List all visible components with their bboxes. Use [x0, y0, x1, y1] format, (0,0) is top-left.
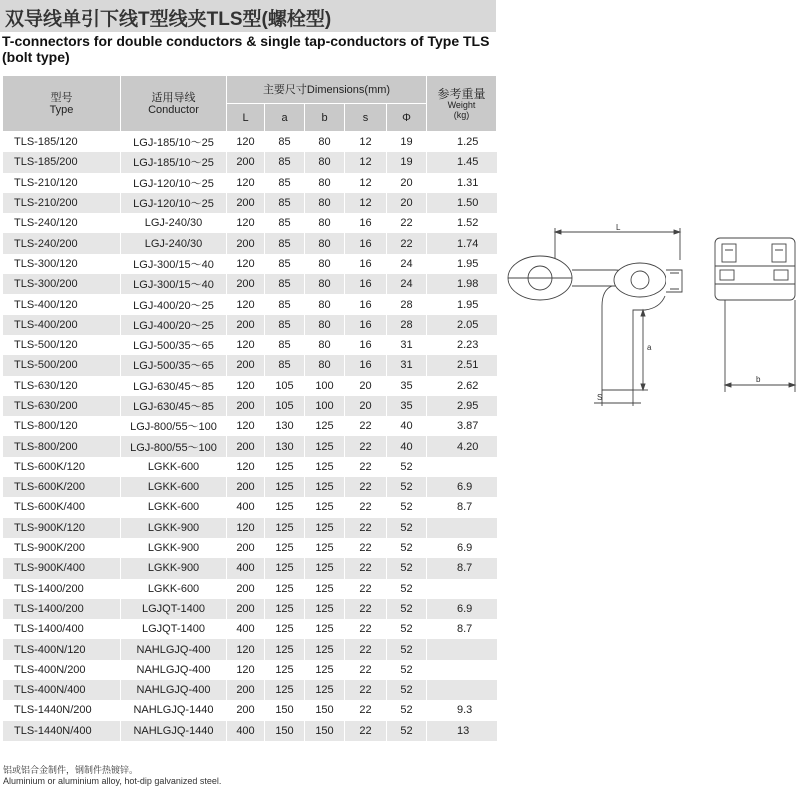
- header-weight-cn: 参考重量: [437, 86, 486, 101]
- row-type: TLS-400/200: [3, 315, 121, 335]
- row-s: 12: [345, 193, 387, 213]
- row-L: 120: [227, 213, 265, 233]
- row-type: TLS-185/200: [3, 152, 121, 172]
- row-type: TLS-900K/120: [3, 518, 121, 538]
- row-conductor: LGJ-240/30: [121, 213, 227, 233]
- row-type: TLS-600K/200: [3, 477, 121, 497]
- header-conductor-cn: 适用导线: [151, 91, 196, 104]
- header-weight-unit: (kg): [453, 109, 470, 120]
- row-b: 125: [305, 558, 345, 578]
- row-s: 22: [345, 680, 387, 700]
- row-a: 85: [265, 193, 305, 213]
- row-L: 200: [227, 355, 265, 375]
- row-s: 22: [345, 436, 387, 456]
- row-conductor: LGKK-600: [121, 497, 227, 517]
- row-a: 85: [265, 315, 305, 335]
- table-row: [3, 355, 497, 375]
- table-row: [3, 193, 497, 213]
- row-phi: 28: [387, 294, 427, 314]
- row-b: 125: [305, 619, 345, 639]
- row-weight: 3.87: [427, 416, 497, 436]
- header-weight: [427, 76, 497, 132]
- row-type: TLS-800/200: [3, 436, 121, 456]
- row-L: 120: [227, 294, 265, 314]
- row-b: 125: [305, 477, 345, 497]
- row-weight: 1.25: [427, 132, 497, 153]
- header-dim-L: L: [227, 104, 265, 132]
- row-s: 16: [345, 213, 387, 233]
- row-weight: [427, 457, 497, 477]
- row-conductor: NAHLGJQ-1440: [121, 721, 227, 741]
- row-type: TLS-1440N/200: [3, 700, 121, 720]
- row-s: 16: [345, 315, 387, 335]
- header-conductor-en: Conductor: [148, 103, 199, 116]
- row-type: TLS-300/200: [3, 274, 121, 294]
- row-weight: 2.95: [427, 396, 497, 416]
- row-b: 125: [305, 639, 345, 659]
- row-conductor: LGJ-500/35～65: [121, 355, 227, 375]
- row-type: TLS-500/200: [3, 355, 121, 375]
- row-phi: 20: [387, 193, 427, 213]
- table-row: [3, 538, 497, 558]
- row-conductor: LGKK-900: [121, 538, 227, 558]
- row-L: 400: [227, 558, 265, 578]
- row-a: 130: [265, 416, 305, 436]
- row-conductor: LGJ-300/15～40: [121, 254, 227, 274]
- table-row: [3, 274, 497, 294]
- row-b: 80: [305, 274, 345, 294]
- row-weight: [427, 579, 497, 599]
- row-weight: 8.7: [427, 558, 497, 578]
- row-type: TLS-630/120: [3, 376, 121, 396]
- note-english: Aluminium or aluminium alloy, hot-dip galvanized steel.: [3, 776, 222, 786]
- row-s: 20: [345, 376, 387, 396]
- row-a: 85: [265, 213, 305, 233]
- row-phi: 52: [387, 558, 427, 578]
- row-phi: 22: [387, 233, 427, 253]
- table-row: [3, 436, 497, 456]
- row-b: 125: [305, 497, 345, 517]
- row-phi: 52: [387, 518, 427, 538]
- row-b: 80: [305, 315, 345, 335]
- row-weight: 4.20: [427, 436, 497, 456]
- row-b: 80: [305, 193, 345, 213]
- row-conductor: LGJQT-1400: [121, 599, 227, 619]
- row-weight: 8.7: [427, 497, 497, 517]
- row-s: 12: [345, 132, 387, 153]
- row-conductor: LGJ-500/35～65: [121, 335, 227, 355]
- row-type: TLS-210/120: [3, 173, 121, 193]
- row-conductor: LGKK-600: [121, 457, 227, 477]
- row-a: 125: [265, 457, 305, 477]
- row-L: 200: [227, 599, 265, 619]
- row-conductor: LGJ-120/10～25: [121, 193, 227, 213]
- row-phi: 22: [387, 213, 427, 233]
- row-b: 80: [305, 152, 345, 172]
- row-conductor: NAHLGJQ-1440: [121, 700, 227, 720]
- dimension-L-label: L: [616, 223, 621, 232]
- row-b: 100: [305, 376, 345, 396]
- row-L: 200: [227, 680, 265, 700]
- row-s: 12: [345, 152, 387, 172]
- row-b: 125: [305, 436, 345, 456]
- row-L: 120: [227, 639, 265, 659]
- row-weight: 13: [427, 721, 497, 741]
- dimension-b-label: b: [756, 375, 761, 384]
- row-a: 150: [265, 721, 305, 741]
- row-weight: 6.9: [427, 477, 497, 497]
- row-weight: 1.95: [427, 254, 497, 274]
- row-L: 400: [227, 497, 265, 517]
- header-conductor: [121, 76, 227, 132]
- table-row: [3, 639, 497, 659]
- row-phi: 40: [387, 436, 427, 456]
- row-a: 125: [265, 558, 305, 578]
- row-phi: 28: [387, 315, 427, 335]
- front-view: [715, 238, 795, 392]
- row-conductor: LGJ-185/10～25: [121, 132, 227, 153]
- row-phi: 19: [387, 132, 427, 153]
- row-L: 120: [227, 660, 265, 680]
- row-a: 85: [265, 335, 305, 355]
- row-weight: [427, 518, 497, 538]
- table-row: [3, 396, 497, 416]
- row-weight: 1.52: [427, 213, 497, 233]
- row-type: TLS-600K/120: [3, 457, 121, 477]
- row-a: 125: [265, 518, 305, 538]
- table-row: [3, 294, 497, 314]
- row-L: 200: [227, 436, 265, 456]
- table-row: [3, 680, 497, 700]
- row-conductor: LGJ-400/20～25: [121, 294, 227, 314]
- table-row: [3, 518, 497, 538]
- row-a: 125: [265, 660, 305, 680]
- row-type: TLS-900K/200: [3, 538, 121, 558]
- row-type: TLS-1400/400: [3, 619, 121, 639]
- row-conductor: LGJ-630/45～85: [121, 396, 227, 416]
- row-type: TLS-900K/400: [3, 558, 121, 578]
- row-s: 22: [345, 660, 387, 680]
- row-weight: [427, 680, 497, 700]
- row-weight: 1.98: [427, 274, 497, 294]
- row-type: TLS-1400/200: [3, 599, 121, 619]
- row-a: 125: [265, 680, 305, 700]
- table-row: [3, 477, 497, 497]
- row-L: 120: [227, 376, 265, 396]
- row-L: 200: [227, 274, 265, 294]
- row-L: 200: [227, 315, 265, 335]
- row-type: TLS-800/120: [3, 416, 121, 436]
- row-weight: 8.7: [427, 619, 497, 639]
- row-conductor: NAHLGJQ-400: [121, 639, 227, 659]
- row-s: 16: [345, 355, 387, 375]
- row-conductor: LGJ-630/45～85: [121, 376, 227, 396]
- header-type-cn: 型号: [50, 91, 73, 104]
- row-phi: 24: [387, 274, 427, 294]
- row-s: 16: [345, 335, 387, 355]
- row-weight: [427, 660, 497, 680]
- row-a: 125: [265, 497, 305, 517]
- page-title-english: T-connectors for double conductors & single tap-conductors of Type TLS (bolt type): [2, 33, 490, 65]
- row-type: TLS-300/120: [3, 254, 121, 274]
- spec-table: [2, 75, 497, 741]
- row-phi: 20: [387, 173, 427, 193]
- row-a: 85: [265, 233, 305, 253]
- row-b: 80: [305, 233, 345, 253]
- row-a: 125: [265, 579, 305, 599]
- row-a: 125: [265, 538, 305, 558]
- row-a: 85: [265, 254, 305, 274]
- row-s: 16: [345, 274, 387, 294]
- row-b: 100: [305, 396, 345, 416]
- row-type: TLS-400/120: [3, 294, 121, 314]
- row-conductor: LGJ-800/55～100: [121, 436, 227, 456]
- row-s: 22: [345, 599, 387, 619]
- row-weight: 2.23: [427, 335, 497, 355]
- row-type: TLS-400N/120: [3, 639, 121, 659]
- dimension-a-label: a: [647, 343, 652, 352]
- row-s: 16: [345, 254, 387, 274]
- table-row: [3, 619, 497, 639]
- row-L: 200: [227, 152, 265, 172]
- row-conductor: LGJ-185/10～25: [121, 152, 227, 172]
- row-phi: 52: [387, 680, 427, 700]
- row-b: 80: [305, 213, 345, 233]
- row-a: 125: [265, 477, 305, 497]
- row-a: 85: [265, 294, 305, 314]
- row-L: 120: [227, 416, 265, 436]
- table-row: [3, 173, 497, 193]
- table-row: [3, 579, 497, 599]
- row-type: TLS-1440N/400: [3, 721, 121, 741]
- row-type: TLS-240/200: [3, 233, 121, 253]
- row-s: 22: [345, 457, 387, 477]
- row-conductor: LGKK-600: [121, 477, 227, 497]
- row-phi: 52: [387, 660, 427, 680]
- row-weight: 2.51: [427, 355, 497, 375]
- row-conductor: LGKK-600: [121, 579, 227, 599]
- row-conductor: LGJ-300/15～40: [121, 274, 227, 294]
- row-phi: 52: [387, 700, 427, 720]
- row-weight: 1.95: [427, 294, 497, 314]
- table-row: [3, 213, 497, 233]
- row-conductor: LGJ-240/30: [121, 233, 227, 253]
- row-s: 22: [345, 518, 387, 538]
- row-weight: 1.45: [427, 152, 497, 172]
- row-type: TLS-1400/200: [3, 579, 121, 599]
- row-phi: 52: [387, 538, 427, 558]
- row-conductor: LGJQT-1400: [121, 619, 227, 639]
- row-s: 22: [345, 558, 387, 578]
- connector-diagram: [500, 210, 800, 410]
- row-phi: 40: [387, 416, 427, 436]
- row-b: 80: [305, 254, 345, 274]
- row-s: 22: [345, 416, 387, 436]
- row-s: 22: [345, 497, 387, 517]
- row-a: 85: [265, 274, 305, 294]
- row-L: 120: [227, 254, 265, 274]
- row-phi: 19: [387, 152, 427, 172]
- row-L: 400: [227, 721, 265, 741]
- row-a: 85: [265, 152, 305, 172]
- row-L: 200: [227, 700, 265, 720]
- header-dim-s: s: [345, 104, 387, 132]
- row-conductor: LGJ-120/10～25: [121, 173, 227, 193]
- note-chinese: 铝或铝合金制件，钢制件热镀锌。: [3, 765, 139, 775]
- row-weight: 6.9: [427, 538, 497, 558]
- row-s: 22: [345, 700, 387, 720]
- table-row: [3, 132, 497, 153]
- row-s: 16: [345, 233, 387, 253]
- row-b: 125: [305, 416, 345, 436]
- row-a: 105: [265, 376, 305, 396]
- row-L: 200: [227, 538, 265, 558]
- row-weight: 1.31: [427, 173, 497, 193]
- row-a: 85: [265, 173, 305, 193]
- row-a: 150: [265, 700, 305, 720]
- row-conductor: LGKK-900: [121, 558, 227, 578]
- row-conductor: NAHLGJQ-400: [121, 660, 227, 680]
- header-dim-a: a: [265, 104, 305, 132]
- table-row: [3, 721, 497, 741]
- row-phi: 35: [387, 396, 427, 416]
- row-type: TLS-400N/400: [3, 680, 121, 700]
- header-dim-phi: Φ: [387, 104, 427, 132]
- table-row: [3, 660, 497, 680]
- row-type: TLS-400N/200: [3, 660, 121, 680]
- row-L: 120: [227, 518, 265, 538]
- table-row: [3, 457, 497, 477]
- table-row: [3, 152, 497, 172]
- row-L: 120: [227, 173, 265, 193]
- row-s: 12: [345, 173, 387, 193]
- table-row: [3, 700, 497, 720]
- table-row: [3, 599, 497, 619]
- row-L: 200: [227, 193, 265, 213]
- row-conductor: LGJ-400/20～25: [121, 315, 227, 335]
- table-row: [3, 315, 497, 335]
- row-L: 200: [227, 477, 265, 497]
- row-type: TLS-630/200: [3, 396, 121, 416]
- row-b: 125: [305, 457, 345, 477]
- row-a: 125: [265, 619, 305, 639]
- row-weight: 1.50: [427, 193, 497, 213]
- row-weight: 2.05: [427, 315, 497, 335]
- row-b: 125: [305, 680, 345, 700]
- row-b: 80: [305, 294, 345, 314]
- row-a: 130: [265, 436, 305, 456]
- row-phi: 24: [387, 254, 427, 274]
- table-row: [3, 233, 497, 253]
- row-b: 150: [305, 700, 345, 720]
- row-conductor: LGKK-900: [121, 518, 227, 538]
- table-row: [3, 558, 497, 578]
- row-b: 80: [305, 132, 345, 153]
- row-phi: 31: [387, 355, 427, 375]
- row-a: 85: [265, 355, 305, 375]
- row-s: 22: [345, 477, 387, 497]
- row-s: 22: [345, 619, 387, 639]
- row-phi: 52: [387, 497, 427, 517]
- row-a: 85: [265, 132, 305, 153]
- row-L: 200: [227, 579, 265, 599]
- row-a: 125: [265, 639, 305, 659]
- dimension-s-label: S: [597, 393, 603, 402]
- row-weight: 6.9: [427, 599, 497, 619]
- row-b: 125: [305, 660, 345, 680]
- header-dim-b: b: [305, 104, 345, 132]
- row-phi: 52: [387, 639, 427, 659]
- header-dimensions: 主要尺寸Dimensions(mm): [227, 76, 427, 104]
- row-weight: [427, 639, 497, 659]
- row-s: 20: [345, 396, 387, 416]
- row-b: 80: [305, 355, 345, 375]
- header-type-en: Type: [49, 103, 74, 116]
- row-b: 125: [305, 538, 345, 558]
- row-conductor: NAHLGJQ-400: [121, 680, 227, 700]
- header-weight-en: Weight: [447, 99, 476, 110]
- row-s: 22: [345, 639, 387, 659]
- row-L: 200: [227, 233, 265, 253]
- row-type: TLS-600K/400: [3, 497, 121, 517]
- row-type: TLS-210/200: [3, 193, 121, 213]
- row-b: 80: [305, 335, 345, 355]
- row-type: TLS-500/120: [3, 335, 121, 355]
- row-b: 125: [305, 579, 345, 599]
- side-view: [508, 228, 682, 406]
- table-row: [3, 335, 497, 355]
- row-phi: 52: [387, 457, 427, 477]
- row-weight: 2.62: [427, 376, 497, 396]
- row-s: 22: [345, 721, 387, 741]
- row-weight: 1.74: [427, 233, 497, 253]
- row-phi: 52: [387, 721, 427, 741]
- row-type: TLS-240/120: [3, 213, 121, 233]
- title-bar: [0, 0, 496, 32]
- row-phi: 52: [387, 477, 427, 497]
- row-b: 150: [305, 721, 345, 741]
- row-weight: 9.3: [427, 700, 497, 720]
- row-s: 22: [345, 538, 387, 558]
- page-title-chinese: 双导线单引下线T型线夹TLS型(螺栓型): [5, 9, 332, 30]
- row-L: 120: [227, 457, 265, 477]
- row-L: 120: [227, 132, 265, 153]
- row-b: 80: [305, 173, 345, 193]
- row-phi: 35: [387, 376, 427, 396]
- row-L: 120: [227, 335, 265, 355]
- header-type: [3, 76, 121, 132]
- table-row: [3, 416, 497, 436]
- row-phi: 52: [387, 619, 427, 639]
- table-row: [3, 497, 497, 517]
- row-b: 125: [305, 518, 345, 538]
- row-type: TLS-185/120: [3, 132, 121, 153]
- row-phi: 31: [387, 335, 427, 355]
- row-s: 22: [345, 579, 387, 599]
- row-s: 16: [345, 294, 387, 314]
- table-row: [3, 254, 497, 274]
- row-a: 105: [265, 396, 305, 416]
- row-a: 125: [265, 599, 305, 619]
- row-conductor: LGJ-800/55～100: [121, 416, 227, 436]
- row-phi: 52: [387, 579, 427, 599]
- table-row: [3, 376, 497, 396]
- row-b: 125: [305, 599, 345, 619]
- row-phi: 52: [387, 599, 427, 619]
- row-L: 200: [227, 396, 265, 416]
- row-L: 400: [227, 619, 265, 639]
